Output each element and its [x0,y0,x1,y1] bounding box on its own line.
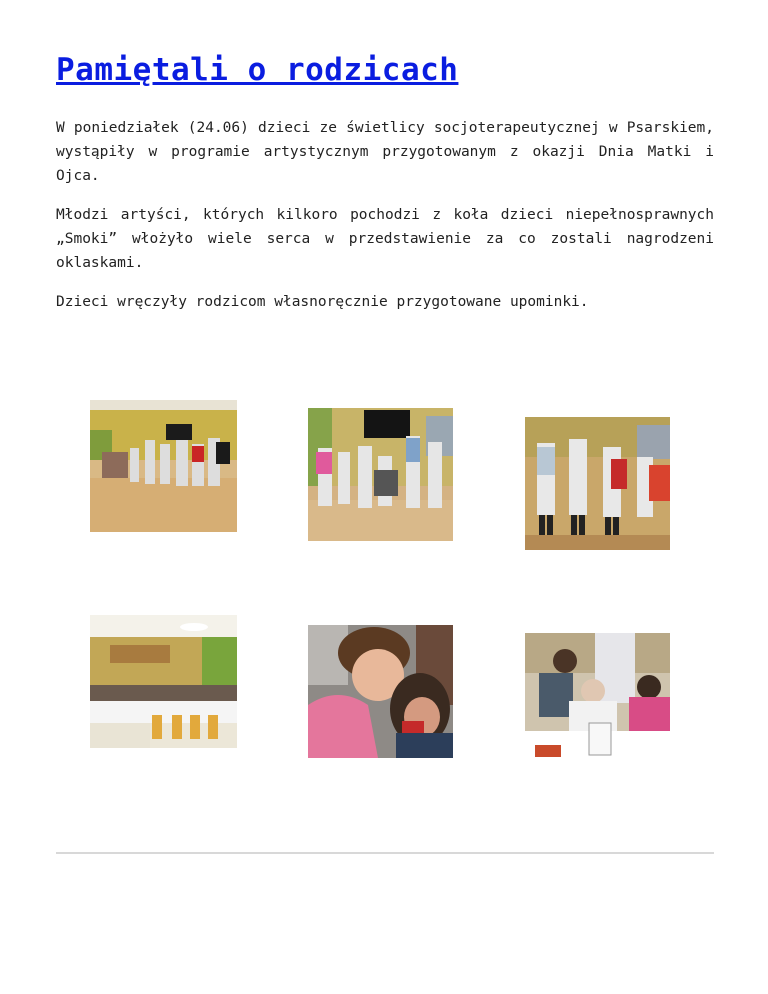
gallery-photo-3[interactable] [525,417,670,550]
photo-children-microphone [308,408,453,541]
gallery-photo-4[interactable] [90,615,237,748]
photo-tables-set [90,615,237,748]
gallery-photo-5[interactable] [308,625,453,758]
photo-parents-at-table [525,633,670,766]
photo-children-performing [90,400,237,532]
gallery-photo-1[interactable] [90,400,237,532]
footer-divider [56,852,714,854]
photo-children-papers [525,417,670,550]
gallery-photo-2[interactable] [308,408,453,541]
article-paragraph-3: Dzieci wręczyły rodzicom własnoręcznie przygotowane upominki. [56,294,589,310]
article-title[interactable]: Pamiętali o rodzicach [56,52,459,88]
article-paragraph-2: Młodzi artyści, których kilkoro pochodzi z koła dzieci niepełnosprawnych „Smoki” włożyło wiele serca w przedstawienie za co zostali nagrodzeni oklaskami. [56,207,714,271]
photo-girl-with-gift [308,625,453,758]
article-paragraph-1: W poniedziałek (24.06) dzieci ze świetlicy socjoterapeutycznej w Psarskiem, wystąpiły w programie artystycznym przygotowanym z okazji Dnia Matki i Ojca. [56,120,714,184]
gallery-photo-6[interactable] [525,633,670,766]
